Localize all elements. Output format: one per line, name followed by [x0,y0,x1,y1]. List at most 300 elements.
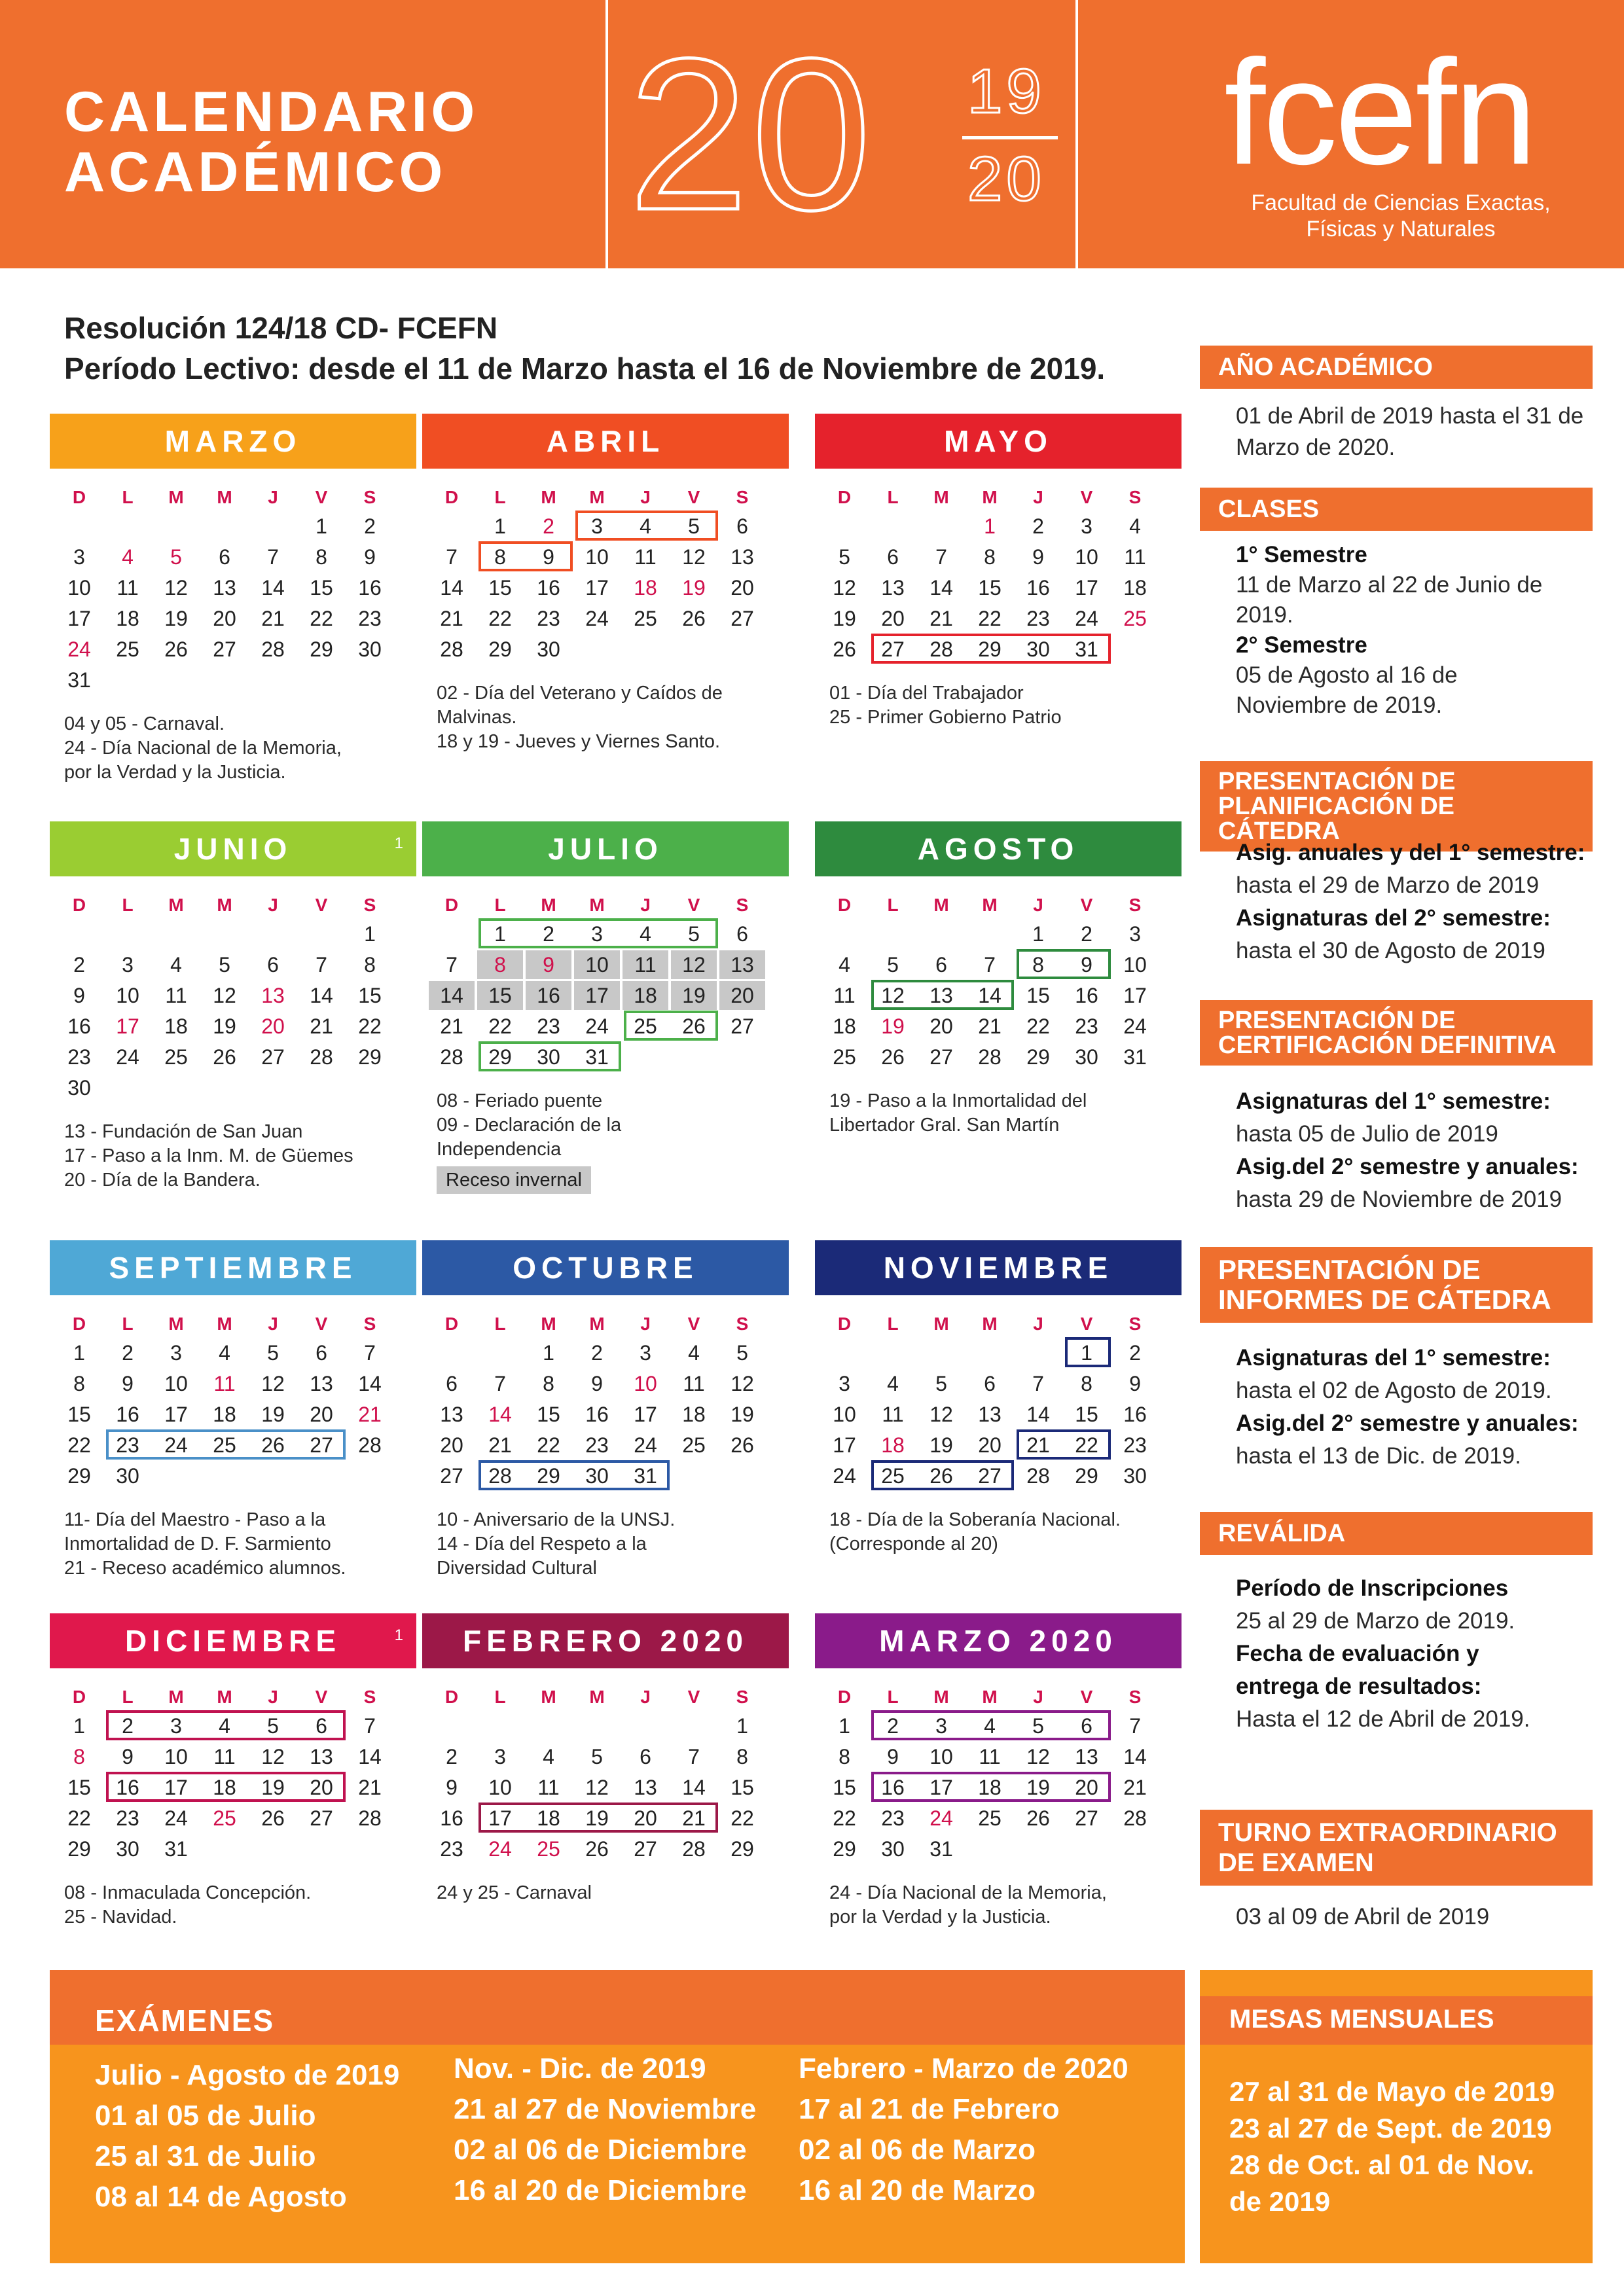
calendar-day: 13 [440,1403,463,1426]
calendar-day: 13 [978,1403,1001,1426]
calendar-day: 15 [537,1403,560,1426]
calendar-day: 15 [477,981,523,1010]
calendar-day: 15 [731,1776,754,1799]
calendar-day: 24 [164,1806,188,1830]
calendar-day: 29 [1026,1045,1050,1069]
calendar-day: 12 [1026,1745,1050,1768]
calendar-day: 15 [67,1403,91,1426]
calendar-day: 18 [213,1403,236,1426]
exam-date: 02 al 06 de Marzo [799,2134,1036,2166]
mesa-item: 27 al 31 de Mayo de 2019 [1229,2076,1555,2107]
anio-text: 01 de Abril de 2019 hasta el 31 de Marzo de 2020. [1236,403,1584,460]
calendar-day: 3 [839,1372,850,1395]
calendar-day: 26 [1026,1806,1050,1830]
calendar-day: 11 [634,545,657,569]
clases-s2-label: 2° Semestre [1236,632,1367,658]
weekday-label: M [168,487,184,507]
calendar-day: 19 [164,607,188,630]
calendar-day: 16 [1075,984,1098,1007]
calendar-day: 30 [537,1045,560,1069]
weekday-label: S [1128,895,1142,915]
calendar-day: 15 [488,576,512,600]
turno-text: 03 al 09 de Abril de 2019 [1236,1904,1490,1929]
weekday-label: D [837,895,852,915]
calendar-day: 29 [833,1837,856,1861]
weekday-label: V [315,1687,328,1707]
calendar-day: 22 [731,1806,754,1830]
calendar-day: 17 [116,1014,139,1038]
calendar-day: 13 [881,576,905,600]
calendar-day: 25 [116,637,139,661]
weekday-label: V [687,1687,700,1707]
calendar-day: 17 [67,607,91,630]
year-divider [962,136,1058,139]
weekday-label: M [541,1314,556,1334]
plan-b-label: Asignaturas del 2° semestre: [1236,905,1551,931]
calendar-day: 16 [67,1014,91,1038]
weekday-label: M [541,895,556,915]
calendar-day: 18 [164,1014,188,1038]
revalida-block [1236,1572,1563,1736]
calendar-day: 8 [73,1745,85,1768]
weekday-label: J [1033,1314,1043,1334]
calendar-day: 22 [537,1433,560,1457]
calendar-day: 2 [1081,922,1092,946]
calendar-day: 20 [731,576,754,600]
calendar-day: 27 [310,1806,333,1830]
weekday-label: D [837,487,852,507]
calendar-day: 10 [833,1403,856,1426]
weekday-label: J [640,895,651,915]
holiday-notes: 10 - Aniversario de la UNSJ. 14 - Día del Respeto a la Diversidad Cultural [437,1509,676,1579]
calendar-day: 9 [887,1745,899,1768]
month-header [50,821,416,876]
weekday-label: V [1080,895,1093,915]
calendar-day: 2 [364,514,376,538]
calendar-day: 21 [978,1014,1001,1038]
calendar-day: 7 [494,1372,506,1395]
calendar-day: 17 [929,1776,953,1799]
certificacion-block [1236,1085,1602,1216]
calendar-day: 18 [537,1806,560,1830]
calendar-day: 13 [310,1745,333,1768]
calendar-day: 15 [67,1776,91,1799]
calendar-day: 26 [682,607,706,630]
calendar-day: 31 [1075,637,1098,661]
month-header [815,821,1182,876]
calendar-day: 16 [116,1776,139,1799]
weekday-label: S [363,487,376,507]
calendar-day: 17 [1075,576,1098,600]
resolution-text [64,308,1105,389]
calendar-day: 27 [1075,1806,1098,1830]
calendar-day: 24 [488,1837,512,1861]
calendar-day: 7 [984,953,996,977]
calendar-day: 3 [640,1341,651,1365]
calendar-day: 2 [1032,514,1044,538]
calendar-day: 9 [1032,545,1044,569]
month-header [815,1613,1182,1668]
calendar-day: 26 [213,1045,236,1069]
weekday-label: L [887,487,899,507]
holiday-notes: 13 - Fundación de San Juan 17 - Paso a la Inm. M. de Güemes 20 - Día de la Bandera. [64,1121,353,1191]
weekday-label: S [1128,1314,1142,1334]
section-certificacion-title: PRESENTACIÓN DE CERTIFICACIÓN DEFINITIVA [1200,1000,1593,1066]
calendar-day: 12 [881,984,905,1007]
calendar-day: 11 [165,984,187,1007]
calendar-day: 12 [261,1372,285,1395]
calendar-day: 19 [929,1433,953,1457]
calendar-day: 5 [267,1341,279,1365]
month-name: DICIEMBRE [124,1624,342,1658]
month-header [422,414,789,469]
calendar-day: 10 [574,950,620,979]
weekday-label: M [589,1687,605,1707]
calendar-day: 28 [929,637,953,661]
calendar-day: 16 [1026,576,1050,600]
calendar-day: 14 [429,981,475,1010]
calendar-day: 23 [881,1806,905,1830]
calendar-day: 20 [881,607,905,630]
calendar-day: 25 [978,1806,1001,1830]
exams-col-jul-ago [95,2055,399,2217]
exams-top-bar [50,1970,1185,1996]
calendar-day: 21 [310,1014,333,1038]
calendar-day: 6 [736,922,748,946]
month-name: OCTUBRE [513,1251,698,1285]
calendar-day: 24 [634,1433,657,1457]
calendar-day: 28 [682,1837,706,1861]
exam-date: 16 al 20 de Marzo [799,2174,1036,2206]
calendar-day: 12 [929,1403,953,1426]
calendar-day: 18 [833,1014,856,1038]
calendar-day: 23 [537,607,560,630]
section-informes-title: PRESENTACIÓN DE INFORMES DE CÁTEDRA [1200,1247,1593,1323]
calendar-day: 13 [929,984,953,1007]
weekday-label: S [363,895,376,915]
weekday-label: L [122,1314,134,1334]
weekday-label: S [363,1687,376,1707]
calendar-day: 6 [446,1372,458,1395]
month-name: MARZO [164,424,302,458]
calendar-day: 22 [67,1433,91,1457]
calendar-day: 18 [881,1433,905,1457]
weekday-label: M [541,487,556,507]
holiday-notes: 08 - Inmaculada Concepción. 25 - Navidad. [64,1882,312,1928]
weekday-label: D [72,895,86,915]
calendar-day: 21 [682,1806,706,1830]
calendar-day: 8 [1032,953,1044,977]
exams-col-nov-dic [454,2049,756,2211]
calendar-day: 18 [623,981,668,1010]
calendar-day: 4 [170,953,182,977]
calendar-day: 30 [67,1076,91,1100]
planificacion-block [1236,836,1602,967]
inf-b-label: Asig.del 2° semestre y anuales: [1236,1410,1579,1436]
calendar-day: 12 [164,576,188,600]
weekday-label: J [1033,487,1043,507]
weekday-label: L [494,1314,506,1334]
calendar-day: 13 [1075,1745,1098,1768]
calendar-day: 14 [488,1403,512,1426]
calendar-day: 3 [591,922,603,946]
exam-date: 25 al 31 de Julio [95,2140,316,2172]
weekday-label: M [168,1314,184,1334]
calendar-day: 16 [440,1806,463,1830]
calendar-day: 22 [488,607,512,630]
month-header [50,414,416,469]
calendar-day: 12 [833,576,856,600]
calendar-day: 2 [122,1341,134,1365]
exam-date: 16 al 20 de Diciembre [454,2174,747,2206]
holiday-notes: 04 y 05 - Carnaval. 24 - Día Nacional de la Memoria, por la Verdad y la Justicia. [64,713,342,783]
calendar-day: 3 [170,1714,182,1738]
weekday-label: D [837,1314,852,1334]
calendar-day: 6 [219,545,230,569]
calendar-day: 9 [122,1372,134,1395]
calendar-day: 9 [446,1776,458,1799]
weekday-label: L [494,1687,506,1707]
calendar-day: 22 [1026,1014,1050,1038]
calendar-day: 23 [1123,1433,1147,1457]
calendar-day: 7 [364,1341,376,1365]
weekday-label: D [444,487,459,507]
calendar-day: 26 [731,1433,754,1457]
calendar-day: 28 [440,637,463,661]
calendar-day: 21 [1026,1433,1050,1457]
holiday-notes: 19 - Paso a la Inmortalidad del Libertador Gral. San Martín [829,1090,1087,1136]
calendar-day: 27 [978,1464,1001,1488]
calendar-day: 20 [634,1806,657,1830]
calendar-day: 30 [116,1837,139,1861]
weekday-label: S [1128,487,1142,507]
calendar-day: 9 [1081,953,1092,977]
month-noviembre [815,1240,1182,1554]
calendar-day: 15 [1075,1403,1098,1426]
calendar-day: 11 [882,1403,904,1426]
holiday-notes: 24 y 25 - Carnaval [437,1882,592,1903]
weekday-label: L [494,895,506,915]
weekday-label: S [1128,1687,1142,1707]
calendar-day: 8 [73,1372,85,1395]
calendar-day: 5 [839,545,850,569]
exam-period-title: Febrero - Marzo de 2020 [799,2053,1128,2085]
calendar-day: 30 [585,1464,609,1488]
calendar-day: 21 [440,607,463,630]
calendar-day: 12 [261,1745,285,1768]
plan-a-label: Asig. anuales y del 1° semestre: [1236,840,1585,865]
calendar-day: 7 [935,545,947,569]
calendar-day: 29 [358,1045,382,1069]
calendar-day: 10 [67,576,91,600]
weekday-label: L [122,895,134,915]
calendar-day: 1 [73,1714,85,1738]
weekday-label: V [315,895,328,915]
calendar-day: 28 [358,1433,382,1457]
exam-date: 17 al 21 de Febrero [799,2093,1060,2125]
calendar-day: 29 [731,1837,754,1861]
calendar-day: 26 [682,1014,706,1038]
calendar-day: 22 [1075,1433,1098,1457]
inf-b-text: hasta el 13 de Dic. de 2019. [1236,1443,1521,1469]
calendar-day: 14 [1123,1745,1147,1768]
month-header [815,414,1182,469]
weekday-label: J [268,1314,278,1334]
calendar-day: 24 [67,637,91,661]
calendar-day: 9 [591,1372,603,1395]
weekday-label: L [887,1687,899,1707]
calendar-day: 27 [731,607,754,630]
brand-subtitle-line: Facultad de Ciencias Exactas, [1251,190,1551,215]
calendar-day: 8 [1081,1372,1092,1395]
weekday-label: D [444,1314,459,1334]
calendar-day: 22 [310,607,333,630]
clases-block [1236,540,1563,721]
calendar-day: 21 [1123,1776,1147,1799]
section-turno-title: TURNO EXTRAORDINARIO DE EXAMEN [1200,1810,1593,1886]
calendar-day: 11 [537,1776,560,1799]
month-name: SEPTIEMBRE [109,1251,357,1285]
weekday-label: S [736,1687,749,1707]
calendar-day: 1 [839,1714,850,1738]
calendar-day: 8 [494,545,506,569]
calendar-day: 2 [446,1745,458,1768]
calendar-day: 28 [488,1464,512,1488]
month-name: MAYO [944,424,1053,458]
mesas-title: MESAS MENSUALES [1229,2005,1494,2034]
calendar-day: 25 [213,1433,236,1457]
calendar-day: 22 [67,1806,91,1830]
calendar-day: 12 [682,545,706,569]
month-mayo [815,414,1182,728]
calendar-day: 8 [543,1372,554,1395]
calendar-day: 7 [364,1714,376,1738]
calendar-day: 20 [261,1014,285,1038]
calendar-day: 14 [929,576,953,600]
calendar-day: 12 [671,950,717,979]
month-header [50,1613,416,1668]
calendar-day: 29 [1075,1464,1098,1488]
calendar-day: 12 [213,984,236,1007]
calendar-day: 17 [164,1403,188,1426]
weekday-label: M [168,1687,184,1707]
calendar-day: 2 [73,953,85,977]
calendar-day: 26 [929,1464,953,1488]
calendar-day: 25 [682,1433,706,1457]
weekday-label: J [1033,1687,1043,1707]
calendar-day: 28 [978,1045,1001,1069]
weekday-label: J [640,1687,651,1707]
calendar-day: 24 [585,1014,609,1038]
calendar-day: 5 [170,545,182,569]
weekday-label: M [541,1687,556,1707]
calendar-day: 3 [1081,514,1092,538]
calendar-day: 20 [440,1433,463,1457]
month-header [815,1240,1182,1295]
calendar-day: 16 [537,576,560,600]
month-header [422,1613,789,1668]
calendar-day: 1 [736,1714,748,1738]
weekday-label: M [982,1314,998,1334]
calendar-day: 13 [731,545,754,569]
title-line: ACADÉMICO [64,141,447,204]
weekday-label: M [982,487,998,507]
calendar-day: 4 [543,1745,554,1768]
calendar-day: 25 [833,1045,856,1069]
calendar-day: 6 [267,953,279,977]
calendar-day: 25 [537,1837,560,1861]
weekday-label: D [444,1687,459,1707]
exams-title: EXÁMENES [95,2003,275,2037]
calendar-day: 4 [219,1341,230,1365]
calendar-day: 28 [310,1045,333,1069]
year-bottom: 20 [967,144,1045,214]
weekday-label: D [444,895,459,915]
receso-label: Receso invernal [437,1166,591,1194]
month-name: JUNIO [173,832,293,866]
calendar-day: 19 [682,576,706,600]
calendar-day: 8 [364,953,376,977]
calendar-day: 10 [1075,545,1098,569]
calendar-day: 14 [682,1776,706,1799]
calendar-day: 15 [833,1776,856,1799]
calendar-day: 30 [537,637,560,661]
calendar-day: 6 [316,1714,327,1738]
cert-b-text: hasta 29 de Noviembre de 2019 [1236,1187,1562,1212]
month-name: JULIO [548,832,663,866]
calendar-day: 23 [1026,607,1050,630]
calendar-day: 20 [719,981,765,1010]
calendar-day: 6 [887,545,899,569]
weekday-label: M [217,1314,232,1334]
calendar-day: 2 [543,514,554,538]
calendar-day: 26 [261,1806,285,1830]
calendar-day: 5 [887,953,899,977]
calendar-day: 14 [978,984,1001,1007]
calendar-day: 4 [1129,514,1141,538]
calendar-day: 10 [164,1372,188,1395]
calendar-day: 20 [929,1014,953,1038]
calendar-day: 20 [213,607,236,630]
weekday-label: L [494,487,506,507]
calendar-day: 4 [640,922,651,946]
calendar-day: 15 [1026,984,1050,1007]
rev-b-label: Fecha de evaluación y entrega de resultados: [1236,1641,1482,1699]
calendar-day: 12 [731,1372,754,1395]
calendar-day: 29 [67,1837,91,1861]
calendar-day: 5 [1032,1714,1044,1738]
calendar-day: 30 [358,637,382,661]
calendar-day: 6 [1081,1714,1092,1738]
month-marzo-2020 [815,1613,1182,1928]
calendar-day: 1 [1081,1341,1092,1365]
mesa-item: 23 al 27 de Sept. de 2019 [1229,2113,1552,2144]
calendar-day: 5 [267,1714,279,1738]
brand-logo: fcefn [1224,29,1535,196]
calendar-day: 2 [1129,1341,1141,1365]
calendar-day: 31 [585,1045,609,1069]
clases-s1-label: 1° Semestre [1236,542,1367,567]
clases-s1-text: 11 de Marzo al 22 de Junio de 2019. [1236,572,1543,628]
calendar-day: 6 [640,1745,651,1768]
month-header [50,1240,416,1295]
informes-block [1236,1342,1602,1473]
calendar-day: 26 [833,637,856,661]
calendar-day: 5 [591,1745,603,1768]
exam-date: 08 al 14 de Agosto [95,2181,347,2213]
clases-s2-text: 05 de Agosto al 16 de Noviembre de 2019. [1236,662,1458,718]
resolution-line: Resolución 124/18 CD- FCEFN [64,311,498,345]
